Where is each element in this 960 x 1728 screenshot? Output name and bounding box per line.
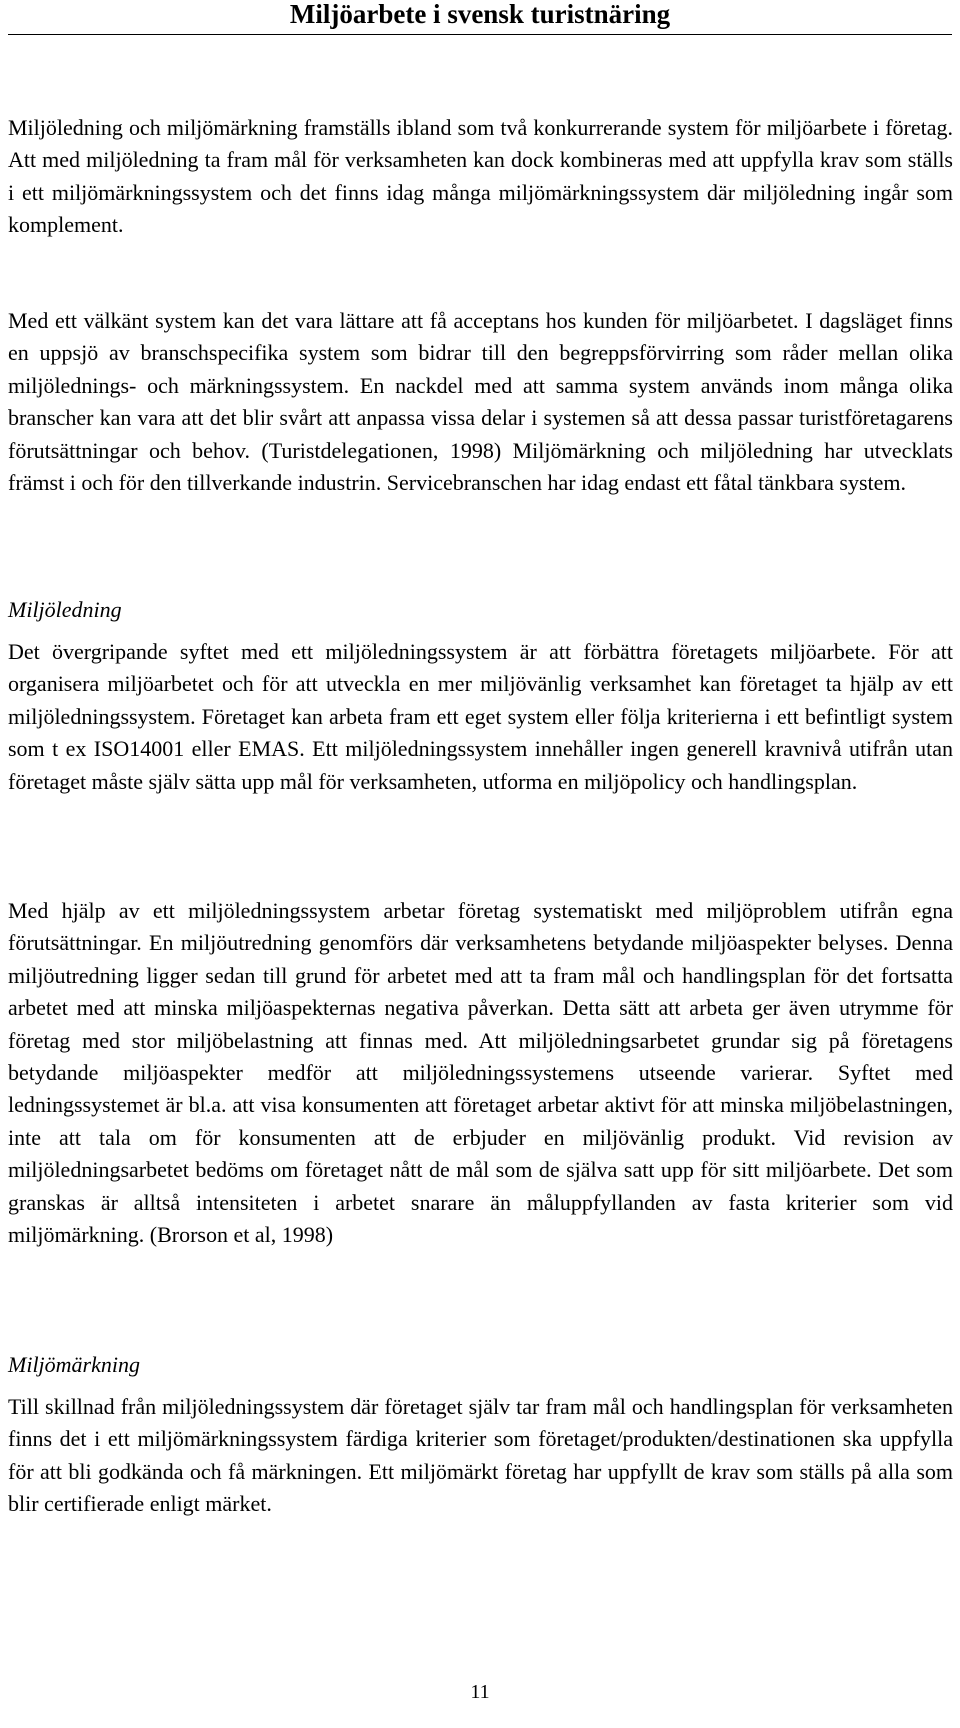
page-number: 11 <box>470 1681 490 1703</box>
paragraph-intro <box>8 112 953 242</box>
header-title: Miljöarbete i svensk turistnäring <box>289 0 671 29</box>
paragraph-text: Med hjälp av ett miljöledningssystem arbetar företag systematiskt med miljöproblem utifrån egna förutsättningar. En miljöutredning genomförs där verksamhetens betydande miljöaspekter belyses. Denna miljöutredning ligger sedan till grund för arbetet med att ta fram mål och handlingsplan för det fortsatta arbetet med att minska miljöaspekternas negativa påverkan. Detta sätt att arbeta ger även utrymme för företag med stor miljöbelastning att finnas med. Att miljöledningsarbetet grundar sig på företagens betydande miljöaspekter medför att miljöledningssystemens utseende varierar. Syftet med ledningssystemet är bl.a. att visa konsumenten att företaget arbetar aktivt för att minska miljöbelastningen, inte att tala om för konsumenten att de erbjuder en miljövänlig produkt. Vid revision av miljöledningsarbetet bedöms om företaget nått de mål som de själva satt upp för sitt miljöarbete. Det som granskas är alltså intensiteten i arbetet snarare än måluppfyllanden av fasta kriterier som vid miljömärkning. (Brorson et al, 1998) <box>8 898 953 1248</box>
paragraph-miljoledning-method <box>8 895 953 1251</box>
paragraph-text: Med ett välkänt system kan det vara lättare att få acceptans hos kunden för miljöarbetet. I dagsläget finns en uppsjö av branschspecifika system som bidrar till den begreppsförvirring som råder mellan olika miljölednings- och märkningssystem. En nackdel med att samma system används inom många olika branscher kan vara att det blir svårt att anpassa vissa delar i systemen så att dessa passar turistföretagarens förutsättningar och behov. (Turistdelegationen, 1998) Miljömärkning och miljöledning har utvecklats främst i och för den tillverkande industrin. Servicebranschen har idag endast ett fåtal tänkbara system. <box>8 308 953 496</box>
paragraph-miljomarkning <box>8 1391 953 1521</box>
running-header <box>8 0 952 35</box>
section-heading-miljomarkning: Miljömärkning <box>8 1352 140 1377</box>
paragraph-text: Det övergripande syftet med ett miljöledningssystem är att förbättra företagets miljöarbete. För att organisera miljöarbetet och för att utveckla en mer miljövänlig verksamhet kan företaget ta hjälp av ett miljöledningssystem. Företaget kan arbeta fram ett eget system eller följa kriterierna i ett befintligt system som t ex ISO14001 eller EMAS. Ett miljöledningssystem innehåller ingen generell kravnivå utifrån utan företaget måste själv sätta upp mål för verksamheten, utforma en miljöpolicy och handlingsplan. <box>8 639 953 794</box>
paragraph-text: Till skillnad från miljöledningssystem där företaget själv tar fram mål och handlingsplan för verksamheten finns det i ett miljömärkningssystem färdiga kriterier som företaget/produkten/destinationen ska uppfylla för att bli godkända och få märkningen. Ett miljömärkt företag har uppfyllt de krav som ställs på alla som blir certifierade enligt märket. <box>8 1394 953 1517</box>
paragraph-miljoledning-purpose <box>8 636 953 798</box>
paragraph-systems <box>8 305 953 499</box>
section-heading-miljoledning: Miljöledning <box>8 597 122 622</box>
paragraph-text: Miljöledning och miljömärkning framställs ibland som två konkurrerande system för miljöarbete i företag. Att med miljöledning ta fram mål för verksamheten kan dock kombineras med att uppfylla krav som ställs i ett miljömärkningssystem och det finns idag många miljömärkningssystem där miljöledning ingår som komplement. <box>8 115 953 238</box>
